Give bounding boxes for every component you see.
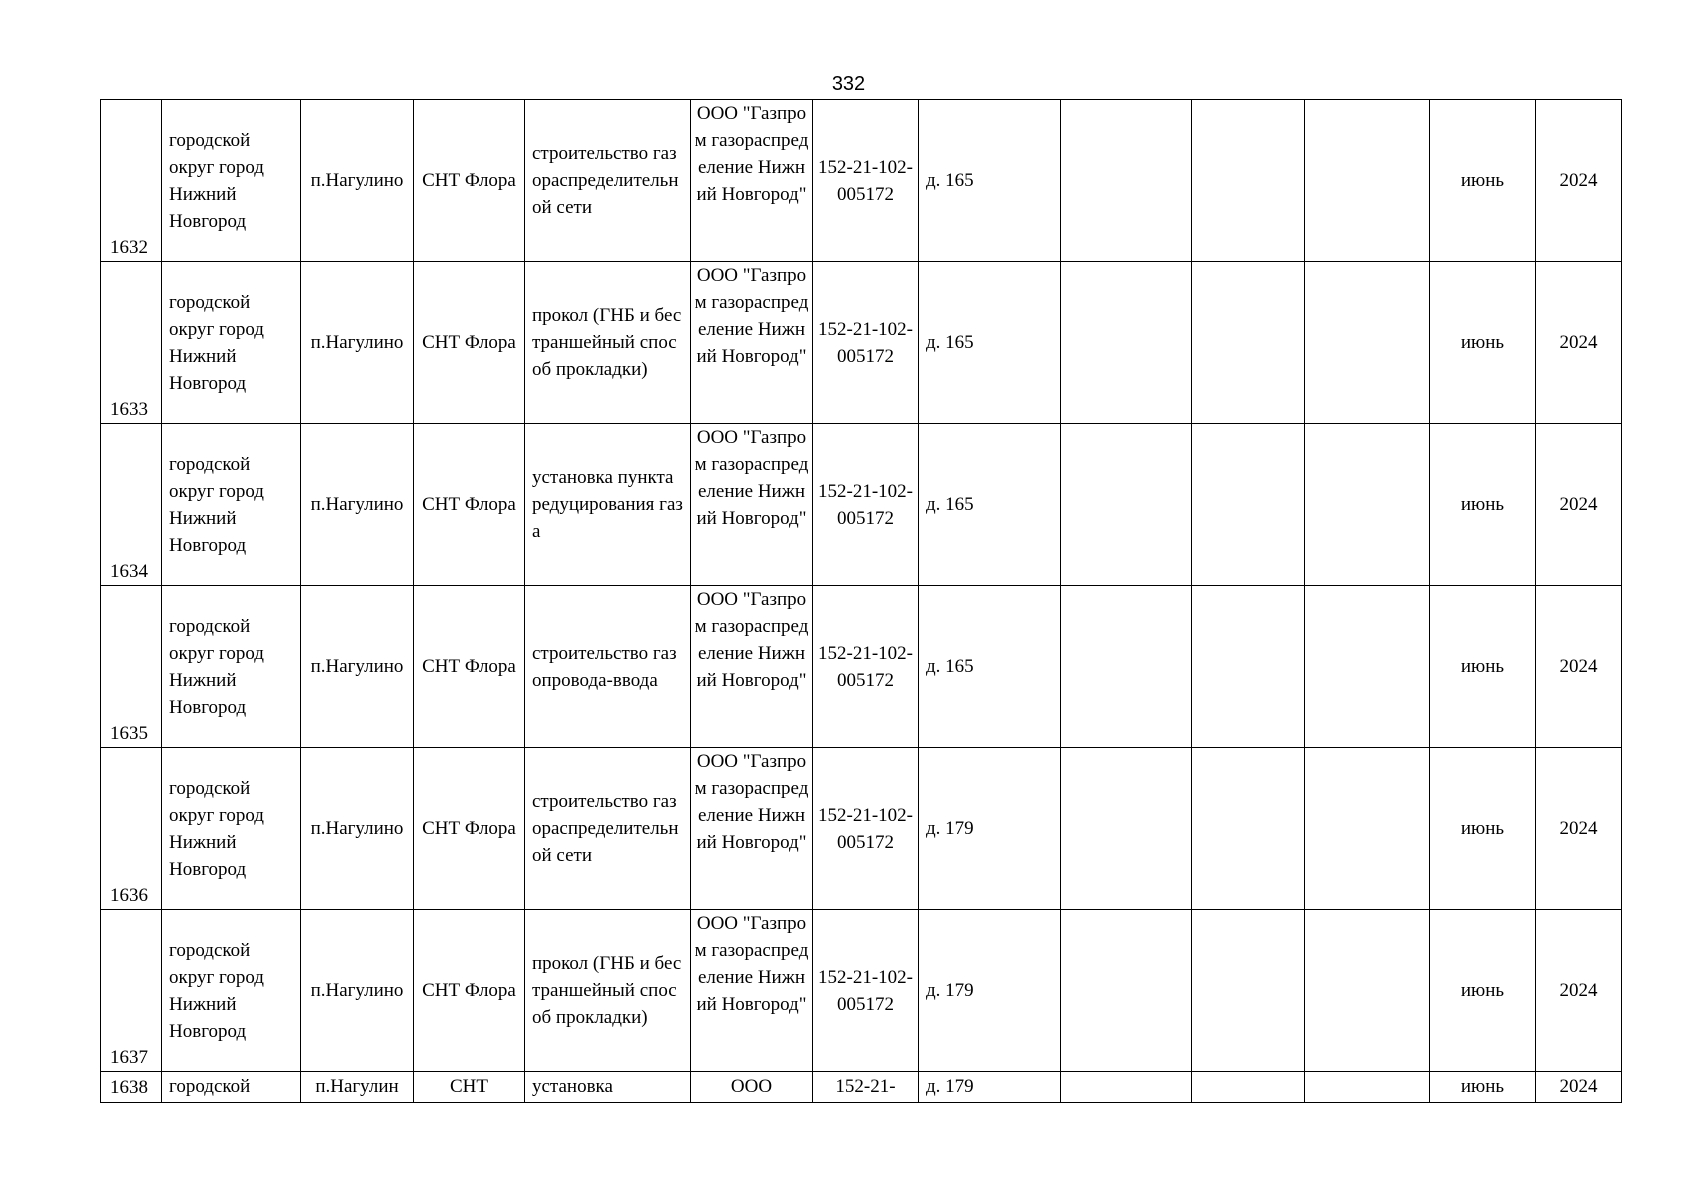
row-number-cell: 1638	[101, 1072, 162, 1103]
empty-cell	[1061, 262, 1192, 424]
year-cell: 2024	[1536, 910, 1622, 1072]
work-type-cell: строительство газораспределительной сети	[525, 100, 691, 262]
district-cell: городской округ город Нижний Новгород	[162, 262, 301, 424]
house-cell: д. 165	[919, 262, 1061, 424]
organization-cell: ООО "Газпром газораспределение Нижний Новгород"	[691, 748, 813, 910]
work-type-cell: установка	[525, 1072, 691, 1103]
year-cell: 2024	[1536, 1072, 1622, 1103]
document-number-cell: 152-21-	[813, 1072, 919, 1103]
work-type-cell: установка пункта редуцирования газа	[525, 424, 691, 586]
document-number-cell: 152-21-102-005172	[813, 910, 919, 1072]
object-cell: СНТ Флора	[414, 424, 525, 586]
empty-cell	[1305, 262, 1430, 424]
empty-cell	[1192, 424, 1305, 586]
district-cell: городской округ город Нижний Новгород	[162, 748, 301, 910]
row-number-cell: 1632	[101, 100, 162, 262]
locality-cell: п.Нагулино	[301, 586, 414, 748]
house-cell: д. 165	[919, 424, 1061, 586]
empty-cell	[1061, 586, 1192, 748]
empty-cell	[1305, 586, 1430, 748]
work-type-cell: строительство газораспределительной сети	[525, 748, 691, 910]
object-cell: СНТ Флора	[414, 262, 525, 424]
document-number-cell: 152-21-102-005172	[813, 586, 919, 748]
register-table	[100, 99, 1622, 1103]
organization-cell: ООО	[691, 1072, 813, 1103]
month-cell: июнь	[1430, 1072, 1536, 1103]
empty-cell	[1305, 1072, 1430, 1103]
district-cell: городской округ город Нижний Новгород	[162, 910, 301, 1072]
organization-cell: ООО "Газпром газораспределение Нижний Новгород"	[691, 100, 813, 262]
locality-cell: п.Нагулино	[301, 262, 414, 424]
year-cell: 2024	[1536, 262, 1622, 424]
empty-cell	[1192, 748, 1305, 910]
locality-cell: п.Нагулино	[301, 910, 414, 1072]
locality-cell: п.Нагулино	[301, 424, 414, 586]
empty-cell	[1061, 1072, 1192, 1103]
empty-cell	[1061, 748, 1192, 910]
month-cell: июнь	[1430, 586, 1536, 748]
empty-cell	[1305, 748, 1430, 910]
year-cell: 2024	[1536, 748, 1622, 910]
object-cell: СНТ Флора	[414, 748, 525, 910]
month-cell: июнь	[1430, 100, 1536, 262]
work-type-cell: строительство газопровода-ввода	[525, 586, 691, 748]
table-row	[101, 586, 1622, 748]
table-row	[101, 100, 1622, 262]
empty-cell	[1192, 1072, 1305, 1103]
row-number-cell: 1633	[101, 262, 162, 424]
month-cell: июнь	[1430, 910, 1536, 1072]
month-cell: июнь	[1430, 424, 1536, 586]
document-number-cell: 152-21-102-005172	[813, 100, 919, 262]
locality-cell: п.Нагулино	[301, 748, 414, 910]
house-cell: д. 179	[919, 748, 1061, 910]
month-cell: июнь	[1430, 748, 1536, 910]
year-cell: 2024	[1536, 586, 1622, 748]
document-number-cell: 152-21-102-005172	[813, 748, 919, 910]
organization-cell: ООО "Газпром газораспределение Нижний Новгород"	[691, 586, 813, 748]
work-type-cell: прокол (ГНБ и бестраншейный способ прокладки)	[525, 262, 691, 424]
row-number-cell: 1637	[101, 910, 162, 1072]
table-row	[101, 910, 1622, 1072]
document-number-cell: 152-21-102-005172	[813, 262, 919, 424]
empty-cell	[1192, 910, 1305, 1072]
district-cell: городской округ город Нижний Новгород	[162, 586, 301, 748]
object-cell: СНТ Флора	[414, 586, 525, 748]
row-number-cell: 1636	[101, 748, 162, 910]
row-number-cell: 1634	[101, 424, 162, 586]
organization-cell: ООО "Газпром газораспределение Нижний Новгород"	[691, 910, 813, 1072]
empty-cell	[1061, 910, 1192, 1072]
table-row	[101, 748, 1622, 910]
document-number-cell: 152-21-102-005172	[813, 424, 919, 586]
empty-cell	[1305, 910, 1430, 1072]
page-number: 332	[831, 73, 866, 95]
table-row	[101, 1072, 1622, 1103]
year-cell: 2024	[1536, 424, 1622, 586]
work-type-cell: прокол (ГНБ и бестраншейный способ прокладки)	[525, 910, 691, 1072]
locality-cell: п.Нагулин	[301, 1072, 414, 1103]
empty-cell	[1192, 100, 1305, 262]
organization-cell: ООО "Газпром газораспределение Нижний Новгород"	[691, 424, 813, 586]
house-cell: д. 165	[919, 100, 1061, 262]
object-cell: СНТ Флора	[414, 100, 525, 262]
locality-cell: п.Нагулино	[301, 100, 414, 262]
empty-cell	[1192, 262, 1305, 424]
object-cell: СНТ	[414, 1072, 525, 1103]
empty-cell	[1061, 100, 1192, 262]
table-row	[101, 424, 1622, 586]
house-cell: д. 179	[919, 1072, 1061, 1103]
month-cell: июнь	[1430, 262, 1536, 424]
table-row	[101, 262, 1622, 424]
empty-cell	[1192, 586, 1305, 748]
district-cell: городской округ город Нижний Новгород	[162, 100, 301, 262]
house-cell: д. 165	[919, 586, 1061, 748]
district-cell: городской округ город Нижний Новгород	[162, 424, 301, 586]
district-cell: городской	[162, 1072, 301, 1103]
year-cell: 2024	[1536, 100, 1622, 262]
house-cell: д. 179	[919, 910, 1061, 1072]
empty-cell	[1305, 424, 1430, 586]
object-cell: СНТ Флора	[414, 910, 525, 1072]
empty-cell	[1061, 424, 1192, 586]
row-number-cell: 1635	[101, 586, 162, 748]
organization-cell: ООО "Газпром газораспределение Нижний Новгород"	[691, 262, 813, 424]
empty-cell	[1305, 100, 1430, 262]
